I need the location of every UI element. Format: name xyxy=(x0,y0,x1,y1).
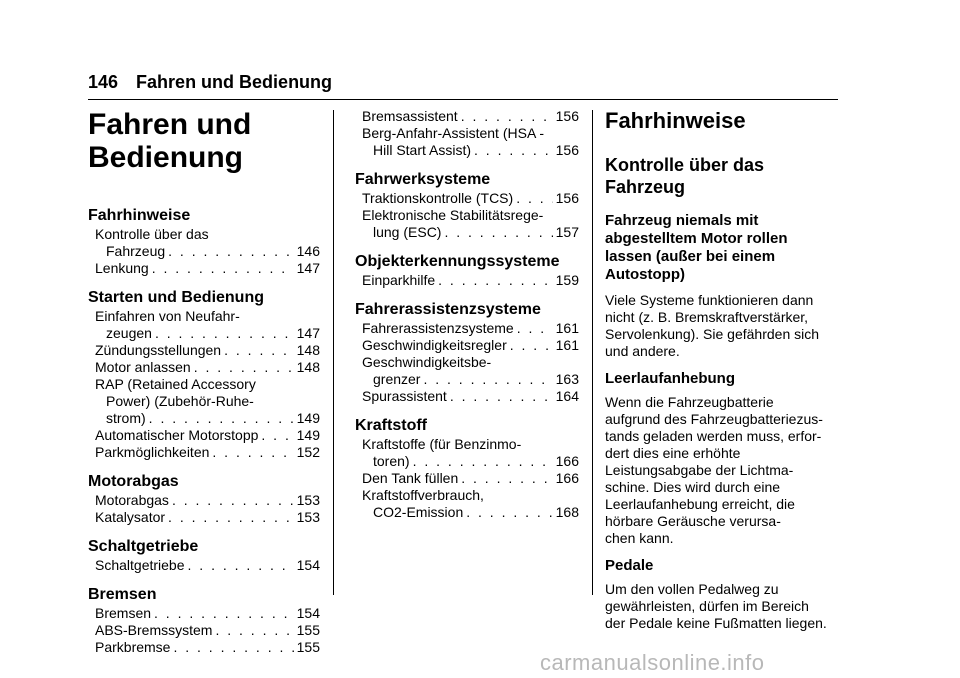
toc-entry-line[interactable] xyxy=(355,371,579,388)
dot-leader xyxy=(474,142,553,159)
toc-page-number: 149 xyxy=(296,410,320,426)
toc-section-heading: Objekterkennungssysteme xyxy=(355,253,560,270)
dot-leader xyxy=(450,388,553,405)
toc-entry-line[interactable] xyxy=(355,207,579,224)
toc-page-number: 153 xyxy=(296,509,320,525)
toc-page-number: 159 xyxy=(555,272,579,288)
dot-leader xyxy=(461,470,552,487)
toc-entry-text: ABS-Bremssystem xyxy=(95,622,213,638)
toc-page-number: 146 xyxy=(296,243,320,259)
toc-page-number: 156 xyxy=(555,190,579,206)
column-divider-2 xyxy=(592,110,593,595)
toc-entry-line[interactable] xyxy=(88,492,320,509)
toc-entry-line[interactable] xyxy=(88,342,320,359)
dot-leader xyxy=(194,359,294,376)
toc-entry-line[interactable] xyxy=(88,393,320,410)
toc-entry-text: Motorabgas xyxy=(95,492,169,508)
toc-page-number: 156 xyxy=(555,108,579,124)
toc-page-number: 164 xyxy=(555,388,579,404)
toc-entry-text: Bremsen xyxy=(95,605,152,621)
dot-leader xyxy=(152,260,294,277)
section-gap xyxy=(355,289,579,300)
toc-entry-text: Kraftstoffe (für Benzinmo- xyxy=(362,436,522,452)
toc-entry-line[interactable] xyxy=(88,376,320,393)
header-rule xyxy=(88,99,838,100)
section-gap xyxy=(88,277,320,288)
toc-page-number: 154 xyxy=(296,557,320,573)
column-divider-1 xyxy=(333,110,334,595)
toc-list xyxy=(355,108,579,521)
toc-entry-line[interactable] xyxy=(355,470,579,487)
toc-entry-line[interactable] xyxy=(355,224,579,241)
page-number: 146 xyxy=(88,72,119,92)
toc-page-number: 166 xyxy=(555,453,579,469)
toc-entry-text: Motor anlassen xyxy=(95,359,191,375)
toc-entry-text: Hill Start Assist) xyxy=(373,142,472,158)
toc-page-number: 161 xyxy=(555,320,579,336)
toc-entry-text: toren) xyxy=(373,453,410,469)
toc-entry-line[interactable] xyxy=(88,639,320,656)
toc-entry-text: grenzer xyxy=(373,371,421,387)
toc-entry-line[interactable] xyxy=(88,260,320,277)
toc-entry-text: Kraftstoffverbrauch, xyxy=(362,487,484,503)
toc-entry-text: Spurassistent xyxy=(362,388,447,404)
toc-page-number: 168 xyxy=(555,504,579,520)
toc-section-heading: Fahrerassistenzsysteme xyxy=(355,301,541,318)
toc-page-number: 155 xyxy=(296,639,320,655)
toc-entry-line[interactable] xyxy=(88,622,320,639)
toc-page-number: 154 xyxy=(296,605,320,621)
toc-entry-line[interactable] xyxy=(355,272,579,289)
toc-entry-text: Einparkhilfe xyxy=(362,272,436,288)
toc-page-number: 147 xyxy=(296,325,320,341)
paragraph: Um den vollen Pedalweg zu gewährleisten, dürfen im Bereich der Pedale keine Fußmatten liegen. xyxy=(605,581,827,631)
toc-page-number: 148 xyxy=(296,359,320,375)
dot-leader xyxy=(461,108,553,125)
toc-entry-text: Einfahren von Neufahr- xyxy=(95,308,240,324)
toc-entry-line[interactable] xyxy=(355,320,579,337)
toc-entry-line[interactable] xyxy=(355,142,579,159)
toc-page-number: 147 xyxy=(296,260,320,276)
section-gap xyxy=(355,159,579,170)
toc-entry-line[interactable] xyxy=(355,108,579,125)
section-gap xyxy=(88,526,320,537)
toc-entry-line[interactable] xyxy=(355,125,579,142)
dot-leader xyxy=(172,492,294,509)
toc-entry-line[interactable] xyxy=(355,190,579,207)
dot-leader xyxy=(423,371,552,388)
toc-entry-text: Kontrolle über das xyxy=(95,226,209,242)
toc-entry-text: Power) (Zubehör-Ruhe- xyxy=(106,393,254,409)
toc-page-number: 148 xyxy=(296,342,320,358)
toc-entry-text: Katalysator xyxy=(95,509,166,525)
subsection-heading: Kontrolle über das Fahrzeug xyxy=(605,155,765,197)
toc-entry-text: Schaltgetriebe xyxy=(95,557,185,573)
section-gap xyxy=(88,461,320,472)
dot-leader xyxy=(168,243,293,260)
toc-entry-line[interactable] xyxy=(88,308,320,325)
toc-section-heading: Fahrwerksysteme xyxy=(355,171,491,188)
toc-entry-line[interactable] xyxy=(88,243,320,260)
paragraph: Viele Systeme funktionieren dann nicht (z. B. Bremskraftverstärker, Servolenkung). Sie gefährden sich und andere. xyxy=(605,292,820,359)
toc-section-heading: Fahrhinweise xyxy=(88,207,191,224)
section-gap xyxy=(355,241,579,252)
toc-entry-text: Bremsassistent xyxy=(362,108,458,124)
toc-entry-text: Elektronische Stabilitätsrege- xyxy=(362,207,544,223)
dot-leader xyxy=(212,444,293,461)
dot-leader xyxy=(173,639,293,656)
paragraph: Wenn die Fahrzeugbatterie aufgrund des Fahrzeugbatteriezus- tands geladen werden muss, erfor- dert dies eine erhöhte Leistungsabgabe der Lichtma- schine. Dies wird durch eine Leerlaufanhebung erreicht, die hörbare Geräusche verursa- chen kann. xyxy=(605,394,823,546)
toc-entry-line[interactable] xyxy=(88,359,320,376)
toc-section-heading: Schaltgetriebe xyxy=(88,538,199,555)
section-gap xyxy=(355,405,579,416)
dot-leader xyxy=(149,410,294,427)
dot-leader xyxy=(510,337,553,354)
toc-entry-line[interactable] xyxy=(88,444,320,461)
toc-entry-line[interactable] xyxy=(355,388,579,405)
dot-leader xyxy=(444,224,552,241)
toc-section-heading: Starten und Bedienung xyxy=(88,289,264,306)
toc-entry-line[interactable] xyxy=(88,226,320,243)
toc-column-2 xyxy=(355,108,579,521)
chapter-main-title: Fahren und Bedienung xyxy=(88,108,252,174)
dot-leader xyxy=(215,622,293,639)
toc-entry-text: Traktionskontrolle (TCS) xyxy=(362,190,514,206)
toc-entry-text: Parkmöglichkeiten xyxy=(95,444,210,460)
toc-entry-text: Lenkung xyxy=(95,260,149,276)
toc-entry-text: zeugen xyxy=(106,325,152,341)
toc-column-1 xyxy=(88,108,320,656)
toc-page-number: 152 xyxy=(296,444,320,460)
toc-entry-text: Den Tank füllen xyxy=(362,470,459,486)
section-heading: Fahrhinweise xyxy=(605,108,746,133)
toc-page-number: 149 xyxy=(296,427,320,443)
toc-entry-text: Geschwindigkeitsbe- xyxy=(362,354,492,370)
toc-entry-text: Fahrerassistenzsysteme xyxy=(362,320,514,336)
toc-entry-line[interactable] xyxy=(355,453,579,470)
toc-page-number: 156 xyxy=(555,142,579,158)
toc-entry-line[interactable] xyxy=(88,325,320,342)
section-gap xyxy=(88,574,320,585)
toc-section-heading: Kraftstoff xyxy=(355,417,427,434)
dot-leader xyxy=(154,605,294,622)
toc-section-heading: Motorabgas xyxy=(88,473,179,490)
topic-heading: Fahrzeug niemals mit abgestelltem Motor rollen lassen (außer bei einem Autostopp) xyxy=(605,212,788,283)
dot-leader xyxy=(168,509,294,526)
toc-entry-text: Zündungsstellungen xyxy=(95,342,222,358)
dot-leader xyxy=(516,190,552,207)
dot-leader xyxy=(261,427,293,444)
dot-leader xyxy=(517,320,553,337)
toc-page-number: 155 xyxy=(296,622,320,638)
toc-page-number: 163 xyxy=(555,371,579,387)
dot-leader xyxy=(413,453,553,470)
watermark: carmanualsonline.info xyxy=(540,650,765,675)
content-column xyxy=(605,108,845,642)
toc-entry-text: CO2-Emission xyxy=(373,504,464,520)
toc-page-number: 157 xyxy=(555,224,579,240)
toc-page-number: 153 xyxy=(296,492,320,508)
toc-entry-line[interactable] xyxy=(88,509,320,526)
toc-entry-text: lung (ESC) xyxy=(373,224,442,240)
toc-section-heading: Bremsen xyxy=(88,586,157,603)
page-header xyxy=(88,72,332,93)
toc-entry-text: strom) xyxy=(106,410,146,426)
dot-leader xyxy=(466,504,552,521)
dot-leader xyxy=(188,557,294,574)
chapter-title: Fahren und Bedienung xyxy=(136,72,333,92)
toc-page-number: 161 xyxy=(555,337,579,353)
toc-entry-line[interactable] xyxy=(355,337,579,354)
toc-entry-line[interactable] xyxy=(355,354,579,371)
toc-page-number: 166 xyxy=(555,470,579,486)
toc-entry-text: RAP (Retained Accessory xyxy=(95,376,256,392)
toc-list xyxy=(88,206,320,656)
dot-leader xyxy=(224,342,294,359)
topic-heading: Pedale xyxy=(605,557,654,574)
toc-entry-line[interactable] xyxy=(355,504,579,521)
toc-entry-line[interactable] xyxy=(88,427,320,444)
dot-leader xyxy=(155,325,294,342)
dot-leader xyxy=(438,272,552,289)
toc-entry-text: Parkbremse xyxy=(95,639,171,655)
toc-entry-line[interactable] xyxy=(88,605,320,622)
toc-entry-text: Fahrzeug xyxy=(106,243,166,259)
toc-entry-line[interactable] xyxy=(88,557,320,574)
toc-entry-line[interactable] xyxy=(355,436,579,453)
toc-entry-text: Berg-Anfahr-Assistent (HSA - xyxy=(362,125,545,141)
toc-entry-line[interactable] xyxy=(88,410,320,427)
toc-entry-text: Geschwindigkeitsregler xyxy=(362,337,507,353)
toc-entry-text: Automatischer Motorstopp xyxy=(95,427,259,443)
topic-heading: Leerlaufanhebung xyxy=(605,370,736,387)
toc-entry-line[interactable] xyxy=(355,487,579,504)
